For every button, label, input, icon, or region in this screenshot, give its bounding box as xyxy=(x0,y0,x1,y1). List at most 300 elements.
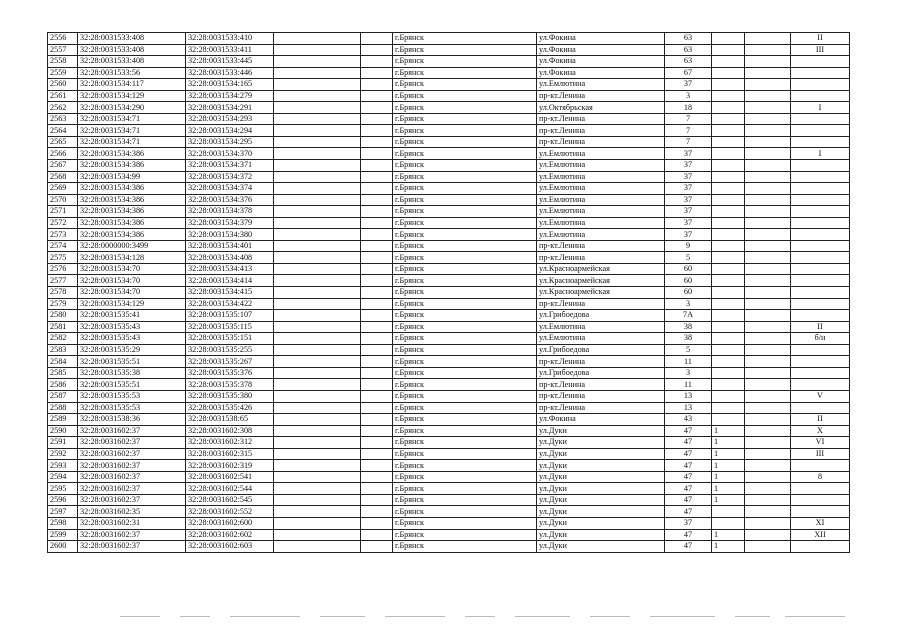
empty-cell xyxy=(274,102,361,114)
row-number: 2564 xyxy=(48,125,78,137)
cadastral-number: 32:28:0031602:319 xyxy=(186,460,274,472)
row-number: 2561 xyxy=(48,90,78,102)
empty-cell xyxy=(745,160,791,172)
city-cell: г.Брянск xyxy=(393,240,537,252)
apartment-cell xyxy=(791,344,850,356)
empty-cell xyxy=(745,148,791,160)
empty-cell xyxy=(745,252,791,264)
building-cell: 1 xyxy=(712,483,745,495)
house-number-cell: 13 xyxy=(665,390,712,402)
parent-cadastral-number: 32:28:0031602:37 xyxy=(78,471,186,483)
row-number: 2580 xyxy=(48,310,78,322)
house-number-cell: 7 xyxy=(665,113,712,125)
house-number-cell: 37 xyxy=(665,79,712,91)
cadastral-number: 32:28:0031602:541 xyxy=(186,471,274,483)
row-number: 2598 xyxy=(48,517,78,529)
cadastral-number: 32:28:0031534:376 xyxy=(186,194,274,206)
house-number-cell: 37 xyxy=(665,217,712,229)
cadastral-number: 32:28:0031533:446 xyxy=(186,67,274,79)
house-number-cell: 60 xyxy=(665,287,712,299)
apartment-cell xyxy=(791,379,850,391)
house-number-cell: 38 xyxy=(665,333,712,345)
scan-artifact-dash xyxy=(590,616,630,617)
cadastral-number: 32:28:0031534:295 xyxy=(186,136,274,148)
parent-cadastral-number: 32:28:0031534:70 xyxy=(78,287,186,299)
empty-cell xyxy=(274,425,361,437)
empty-cell xyxy=(361,390,393,402)
empty-cell xyxy=(274,448,361,460)
empty-cell xyxy=(274,367,361,379)
street-cell: ул.Красноармейская xyxy=(537,263,665,275)
empty-cell xyxy=(274,44,361,56)
table-row xyxy=(48,44,850,56)
city-cell: г.Брянск xyxy=(393,494,537,506)
row-number: 2577 xyxy=(48,275,78,287)
empty-cell xyxy=(274,287,361,299)
empty-cell xyxy=(361,229,393,241)
house-number-cell: 47 xyxy=(665,541,712,553)
apartment-cell xyxy=(791,229,850,241)
table-row xyxy=(48,113,850,125)
street-cell: пр-кт.Ленина xyxy=(537,402,665,414)
city-cell: г.Брянск xyxy=(393,160,537,172)
parent-cadastral-number: 32:28:0031535:51 xyxy=(78,379,186,391)
empty-cell xyxy=(361,217,393,229)
apartment-cell: III xyxy=(791,448,850,460)
empty-cell xyxy=(274,229,361,241)
table-row xyxy=(48,240,850,252)
empty-cell xyxy=(745,287,791,299)
empty-cell xyxy=(745,240,791,252)
city-cell: г.Брянск xyxy=(393,448,537,460)
building-cell xyxy=(712,321,745,333)
house-number-cell: 47 xyxy=(665,483,712,495)
empty-cell xyxy=(361,252,393,264)
empty-cell xyxy=(274,298,361,310)
table-row xyxy=(48,298,850,310)
cadastral-number: 32:28:0031534:379 xyxy=(186,217,274,229)
scan-artifact-dash xyxy=(465,616,495,617)
building-cell xyxy=(712,217,745,229)
house-number-cell: 37 xyxy=(665,517,712,529)
empty-cell xyxy=(361,367,393,379)
street-cell: ул.Фокина xyxy=(537,67,665,79)
house-number-cell: 60 xyxy=(665,263,712,275)
building-cell xyxy=(712,171,745,183)
cadastral-number: 32:28:0031534:294 xyxy=(186,125,274,137)
table-row xyxy=(48,148,850,160)
table-row xyxy=(48,171,850,183)
empty-cell xyxy=(361,310,393,322)
row-number: 2575 xyxy=(48,252,78,264)
street-cell: ул.Дуки xyxy=(537,425,665,437)
cadastral-number: 32:28:0031533:410 xyxy=(186,33,274,45)
city-cell: г.Брянск xyxy=(393,252,537,264)
table-row xyxy=(48,217,850,229)
empty-cell xyxy=(274,344,361,356)
scan-artifact-dash xyxy=(735,616,770,617)
empty-cell xyxy=(274,333,361,345)
table-row xyxy=(48,125,850,137)
apartment-cell xyxy=(791,79,850,91)
building-cell xyxy=(712,414,745,426)
row-number: 2582 xyxy=(48,333,78,345)
row-number: 2565 xyxy=(48,136,78,148)
empty-cell xyxy=(361,425,393,437)
parent-cadastral-number: 32:28:0031534:290 xyxy=(78,102,186,114)
row-number: 2560 xyxy=(48,79,78,91)
house-number-cell: 47 xyxy=(665,529,712,541)
building-cell xyxy=(712,113,745,125)
empty-cell xyxy=(361,483,393,495)
empty-cell xyxy=(361,517,393,529)
house-number-cell: 3 xyxy=(665,367,712,379)
house-number-cell: 3 xyxy=(665,298,712,310)
building-cell xyxy=(712,136,745,148)
city-cell: г.Брянск xyxy=(393,529,537,541)
cadastral-number: 32:28:0031602:545 xyxy=(186,494,274,506)
row-number: 2591 xyxy=(48,437,78,449)
apartment-cell xyxy=(791,287,850,299)
apartment-cell xyxy=(791,298,850,310)
street-cell: пр-кт.Ленина xyxy=(537,379,665,391)
row-number: 2566 xyxy=(48,148,78,160)
table-row xyxy=(48,506,850,518)
building-cell xyxy=(712,125,745,137)
street-cell: пр-кт.Ленина xyxy=(537,113,665,125)
empty-cell xyxy=(361,379,393,391)
cadastral-number: 32:28:0031535:267 xyxy=(186,356,274,368)
apartment-cell: б/н xyxy=(791,333,850,345)
street-cell: ул.Емлютина xyxy=(537,217,665,229)
city-cell: г.Брянск xyxy=(393,171,537,183)
house-number-cell: 3 xyxy=(665,90,712,102)
table-row xyxy=(48,56,850,68)
cadastral-number: 32:28:0031535:378 xyxy=(186,379,274,391)
building-cell xyxy=(712,506,745,518)
empty-cell xyxy=(361,541,393,553)
cadastral-number: 32:28:0031602:552 xyxy=(186,506,274,518)
street-cell: ул.Дуки xyxy=(537,437,665,449)
apartment-cell xyxy=(791,56,850,68)
empty-cell xyxy=(274,379,361,391)
table-row xyxy=(48,263,850,275)
cadastral-number: 32:28:0031535:376 xyxy=(186,367,274,379)
apartment-cell xyxy=(791,310,850,322)
street-cell: ул.Фокина xyxy=(537,414,665,426)
empty-cell xyxy=(274,194,361,206)
street-cell: пр-кт.Ленина xyxy=(537,390,665,402)
property-registry-table xyxy=(47,32,850,553)
building-cell: 1 xyxy=(712,425,745,437)
empty-cell xyxy=(745,367,791,379)
empty-cell xyxy=(274,356,361,368)
apartment-cell: III xyxy=(791,44,850,56)
empty-cell xyxy=(361,529,393,541)
table-row xyxy=(48,194,850,206)
empty-cell xyxy=(274,414,361,426)
building-cell xyxy=(712,44,745,56)
parent-cadastral-number: 32:28:0031535:53 xyxy=(78,390,186,402)
cadastral-number: 32:28:0031534:415 xyxy=(186,287,274,299)
apartment-cell xyxy=(791,252,850,264)
row-number: 2557 xyxy=(48,44,78,56)
table-row xyxy=(48,102,850,114)
apartment-cell xyxy=(791,125,850,137)
house-number-cell: 47 xyxy=(665,494,712,506)
house-number-cell: 37 xyxy=(665,229,712,241)
city-cell: г.Брянск xyxy=(393,275,537,287)
empty-cell xyxy=(745,460,791,472)
apartment-cell xyxy=(791,460,850,472)
empty-cell xyxy=(745,483,791,495)
apartment-cell: II xyxy=(791,414,850,426)
building-cell xyxy=(712,367,745,379)
row-number: 2578 xyxy=(48,287,78,299)
table-row xyxy=(48,310,850,322)
empty-cell xyxy=(745,44,791,56)
empty-cell xyxy=(745,229,791,241)
row-number: 2572 xyxy=(48,217,78,229)
row-number: 2556 xyxy=(48,33,78,45)
empty-cell xyxy=(274,90,361,102)
street-cell: ул.Дуки xyxy=(537,506,665,518)
empty-cell xyxy=(745,506,791,518)
building-cell: 1 xyxy=(712,471,745,483)
empty-cell xyxy=(745,321,791,333)
city-cell: г.Брянск xyxy=(393,437,537,449)
building-cell: 1 xyxy=(712,529,745,541)
parent-cadastral-number: 32:28:0031533:408 xyxy=(78,33,186,45)
house-number-cell: 63 xyxy=(665,33,712,45)
city-cell: г.Брянск xyxy=(393,460,537,472)
building-cell xyxy=(712,90,745,102)
empty-cell xyxy=(274,136,361,148)
row-number: 2579 xyxy=(48,298,78,310)
house-number-cell: 63 xyxy=(665,44,712,56)
house-number-cell: 5 xyxy=(665,252,712,264)
house-number-cell: 47 xyxy=(665,437,712,449)
city-cell: г.Брянск xyxy=(393,298,537,310)
empty-cell xyxy=(745,425,791,437)
empty-cell xyxy=(274,33,361,45)
street-cell: ул.Емлютина xyxy=(537,229,665,241)
apartment-cell: I xyxy=(791,148,850,160)
parent-cadastral-number: 32:28:0031534:386 xyxy=(78,229,186,241)
cadastral-number: 32:28:0031534:370 xyxy=(186,148,274,160)
city-cell: г.Брянск xyxy=(393,113,537,125)
empty-cell xyxy=(361,136,393,148)
parent-cadastral-number: 32:28:0031534:71 xyxy=(78,113,186,125)
building-cell xyxy=(712,160,745,172)
house-number-cell: 47 xyxy=(665,506,712,518)
empty-cell xyxy=(745,275,791,287)
scan-artifact-dash xyxy=(650,616,715,617)
empty-cell xyxy=(745,33,791,45)
house-number-cell: 37 xyxy=(665,148,712,160)
empty-cell xyxy=(745,494,791,506)
table-row xyxy=(48,229,850,241)
apartment-cell xyxy=(791,263,850,275)
parent-cadastral-number: 32:28:0031534:386 xyxy=(78,217,186,229)
cadastral-number: 32:28:0031534:408 xyxy=(186,252,274,264)
apartment-cell: I xyxy=(791,102,850,114)
street-cell: пр-кт.Ленина xyxy=(537,136,665,148)
parent-cadastral-number: 32:28:0031535:29 xyxy=(78,344,186,356)
street-cell: ул.Дуки xyxy=(537,460,665,472)
row-number: 2563 xyxy=(48,113,78,125)
building-cell xyxy=(712,252,745,264)
table-row xyxy=(48,79,850,91)
house-number-cell: 60 xyxy=(665,275,712,287)
apartment-cell xyxy=(791,136,850,148)
table-row xyxy=(48,541,850,553)
empty-cell xyxy=(274,390,361,402)
empty-cell xyxy=(361,171,393,183)
city-cell: г.Брянск xyxy=(393,310,537,322)
street-cell: ул.Емлютина xyxy=(537,79,665,91)
table-row xyxy=(48,414,850,426)
house-number-cell: 47 xyxy=(665,425,712,437)
apartment-cell xyxy=(791,483,850,495)
street-cell: ул.Дуки xyxy=(537,471,665,483)
apartment-cell xyxy=(791,160,850,172)
parent-cadastral-number: 32:28:0031534:386 xyxy=(78,148,186,160)
city-cell: г.Брянск xyxy=(393,402,537,414)
empty-cell xyxy=(745,402,791,414)
table-row xyxy=(48,206,850,218)
table-row xyxy=(48,90,850,102)
row-number: 2586 xyxy=(48,379,78,391)
city-cell: г.Брянск xyxy=(393,102,537,114)
city-cell: г.Брянск xyxy=(393,194,537,206)
empty-cell xyxy=(361,194,393,206)
parent-cadastral-number: 32:28:0031534:70 xyxy=(78,275,186,287)
building-cell: 1 xyxy=(712,541,745,553)
building-cell xyxy=(712,517,745,529)
parent-cadastral-number: 32:28:0031602:37 xyxy=(78,437,186,449)
building-cell xyxy=(712,102,745,114)
scan-artifact-dash xyxy=(180,616,210,617)
city-cell: г.Брянск xyxy=(393,517,537,529)
street-cell: ул.Емлютина xyxy=(537,194,665,206)
empty-cell xyxy=(274,171,361,183)
empty-cell xyxy=(274,506,361,518)
house-number-cell: 47 xyxy=(665,460,712,472)
empty-cell xyxy=(361,102,393,114)
row-number: 2589 xyxy=(48,414,78,426)
cadastral-number: 32:28:0031602:602 xyxy=(186,529,274,541)
street-cell: ул.Красноармейская xyxy=(537,287,665,299)
building-cell: 1 xyxy=(712,460,745,472)
table-row xyxy=(48,402,850,414)
building-cell xyxy=(712,379,745,391)
empty-cell xyxy=(274,517,361,529)
empty-cell xyxy=(361,471,393,483)
table-row xyxy=(48,160,850,172)
city-cell: г.Брянск xyxy=(393,367,537,379)
cadastral-number: 32:28:0031534:279 xyxy=(186,90,274,102)
building-cell: 1 xyxy=(712,437,745,449)
building-cell xyxy=(712,148,745,160)
apartment-cell xyxy=(791,194,850,206)
table-row xyxy=(48,437,850,449)
empty-cell xyxy=(274,67,361,79)
building-cell: 1 xyxy=(712,494,745,506)
building-cell xyxy=(712,33,745,45)
cadastral-number: 32:28:0031535:380 xyxy=(186,390,274,402)
row-number: 2562 xyxy=(48,102,78,114)
empty-cell xyxy=(361,333,393,345)
street-cell: пр-кт.Ленина xyxy=(537,240,665,252)
apartment-cell: V xyxy=(791,390,850,402)
empty-cell xyxy=(274,183,361,195)
street-cell: ул.Емлютина xyxy=(537,183,665,195)
empty-cell xyxy=(745,379,791,391)
row-number: 2584 xyxy=(48,356,78,368)
street-cell: ул.Фокина xyxy=(537,56,665,68)
house-number-cell: 47 xyxy=(665,448,712,460)
empty-cell xyxy=(745,333,791,345)
empty-cell xyxy=(745,79,791,91)
empty-cell xyxy=(361,206,393,218)
street-cell: ул.Емлютина xyxy=(537,160,665,172)
row-number: 2576 xyxy=(48,263,78,275)
parent-cadastral-number: 32:28:0031534:386 xyxy=(78,206,186,218)
row-number: 2587 xyxy=(48,390,78,402)
empty-cell xyxy=(361,263,393,275)
house-number-cell: 7А xyxy=(665,310,712,322)
house-number-cell: 37 xyxy=(665,160,712,172)
apartment-cell xyxy=(791,90,850,102)
empty-cell xyxy=(745,56,791,68)
table-row xyxy=(48,448,850,460)
empty-cell xyxy=(274,402,361,414)
table-row xyxy=(48,367,850,379)
city-cell: г.Брянск xyxy=(393,136,537,148)
parent-cadastral-number: 32:28:0031533:56 xyxy=(78,67,186,79)
apartment-cell: VI xyxy=(791,437,850,449)
apartment-cell: XI xyxy=(791,517,850,529)
house-number-cell: 9 xyxy=(665,240,712,252)
row-number: 2569 xyxy=(48,183,78,195)
empty-cell xyxy=(745,90,791,102)
street-cell: ул.Емлютина xyxy=(537,171,665,183)
apartment-cell xyxy=(791,240,850,252)
parent-cadastral-number: 32:28:0031602:37 xyxy=(78,541,186,553)
building-cell xyxy=(712,229,745,241)
city-cell: г.Брянск xyxy=(393,183,537,195)
building-cell xyxy=(712,310,745,322)
cadastral-number: 32:28:0031534:414 xyxy=(186,275,274,287)
registry-table-body xyxy=(48,33,850,553)
empty-cell xyxy=(361,90,393,102)
table-row xyxy=(48,344,850,356)
cadastral-number: 32:28:0031534:374 xyxy=(186,183,274,195)
building-cell xyxy=(712,275,745,287)
parent-cadastral-number: 32:28:0031534:386 xyxy=(78,183,186,195)
empty-cell xyxy=(745,194,791,206)
city-cell: г.Брянск xyxy=(393,390,537,402)
table-row xyxy=(48,390,850,402)
empty-cell xyxy=(274,310,361,322)
empty-cell xyxy=(274,160,361,172)
row-number: 2558 xyxy=(48,56,78,68)
street-cell: ул.Дуки xyxy=(537,517,665,529)
apartment-cell xyxy=(791,402,850,414)
parent-cadastral-number: 32:28:0031534:70 xyxy=(78,263,186,275)
row-number: 2570 xyxy=(48,194,78,206)
